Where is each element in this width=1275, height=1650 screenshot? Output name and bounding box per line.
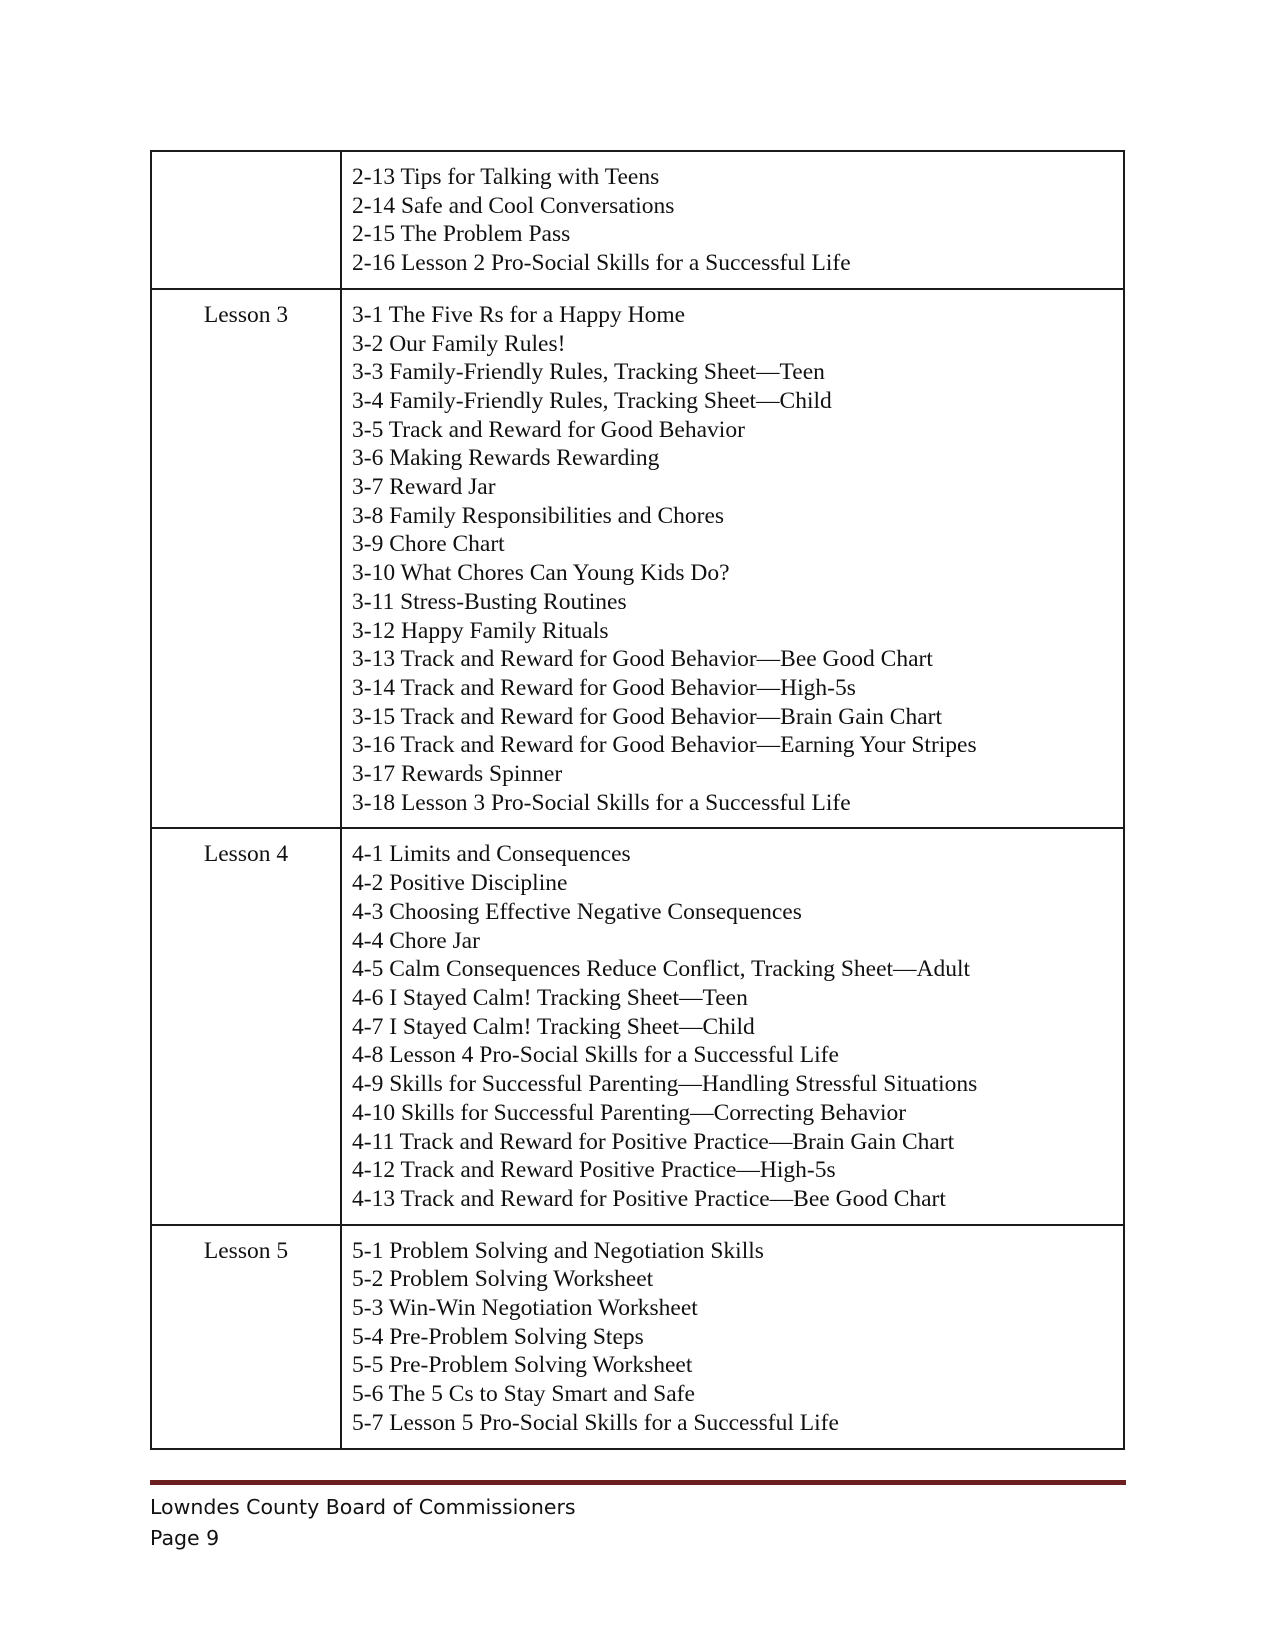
lesson-items-cell <box>341 151 1124 289</box>
footer-organization: Lowndes County Board of Commissioners <box>150 1495 576 1519</box>
list-item: 3-6 Making Rewards Rewarding <box>352 445 660 472</box>
list-item: 4-1 Limits and Consequences <box>352 841 631 868</box>
list-item: 2-13 Tips for Talking with Teens <box>352 164 660 190</box>
lesson-label-cell: Lesson 4 <box>151 828 341 1224</box>
page-footer <box>150 1492 576 1554</box>
list-item: 3-3 Family-Friendly Rules, Tracking Sheet—Teen <box>352 359 825 386</box>
list-item: 3-8 Family Responsibilities and Chores <box>352 502 725 529</box>
list-item: 3-10 What Chores Can Young Kids Do? <box>352 560 730 587</box>
list-item: 4-7 I Stayed Calm! Tracking Sheet—Child <box>352 1013 755 1040</box>
list-item: 4-10 Skills for Successful Parenting—Correcting Behavior <box>352 1099 907 1126</box>
lesson-label-cell: Lesson 5 <box>151 1225 341 1449</box>
list-item: 3-13 Track and Reward for Good Behavior—Bee Good Chart <box>352 646 933 673</box>
list-item: 4-9 Skills for Successful Parenting—Handling Stressful Situations <box>352 1071 978 1098</box>
lesson-label-cell <box>151 151 341 289</box>
list-item: 4-11 Track and Reward for Positive Practice—Brain Gain Chart <box>352 1128 955 1155</box>
lesson-label-cell: Lesson 3 <box>151 289 341 829</box>
list-item: 3-12 Happy Family Rituals <box>352 617 609 644</box>
list-item: 3-11 Stress-Busting Routines <box>352 588 627 615</box>
list-item: 4-6 I Stayed Calm! Tracking Sheet—Teen <box>352 984 748 1011</box>
list-item: 5-6 The 5 Cs to Stay Smart and Safe <box>352 1381 695 1408</box>
list-item: 4-5 Calm Consequences Reduce Conflict, Tracking Sheet—Adult <box>352 956 971 983</box>
lesson-items-cell <box>341 289 1124 829</box>
table-row <box>151 151 1124 289</box>
list-item: 2-15 The Problem Pass <box>352 221 571 248</box>
list-item: 3-4 Family-Friendly Rules, Tracking Sheet—Child <box>352 387 832 414</box>
list-item: 5-1 Problem Solving and Negotiation Skills <box>352 1237 764 1264</box>
list-item: 5-4 Pre-Problem Solving Steps <box>352 1323 644 1350</box>
list-item: 3-18 Lesson 3 Pro-Social Skills for a Successful Life <box>352 789 851 816</box>
list-item: 3-7 Reward Jar <box>352 474 496 501</box>
list-item: 5-2 Problem Solving Worksheet <box>352 1266 654 1293</box>
list-item: 4-13 Track and Reward for Positive Practice—Bee Good Chart <box>352 1185 946 1212</box>
list-item: 5-5 Pre-Problem Solving Worksheet <box>352 1352 693 1379</box>
table-row <box>151 289 1124 829</box>
list-item: 4-8 Lesson 4 Pro-Social Skills for a Successful Life <box>352 1042 839 1069</box>
table-row <box>151 1225 1124 1449</box>
list-item: 5-7 Lesson 5 Pro-Social Skills for a Successful Life <box>352 1409 839 1436</box>
footer-rule <box>150 1480 1126 1485</box>
list-item: 5-3 Win-Win Negotiation Worksheet <box>352 1295 698 1322</box>
list-item: 4-4 Chore Jar <box>352 927 480 954</box>
list-item: 2-14 Safe and Cool Conversations <box>352 192 675 219</box>
lesson-items-cell <box>341 828 1124 1224</box>
footer-page-number: Page 9 <box>150 1526 220 1550</box>
list-item: 3-14 Track and Reward for Good Behavior—High-5s <box>352 674 856 701</box>
list-item: 4-2 Positive Discipline <box>352 870 568 897</box>
list-item: 3-9 Chore Chart <box>352 531 505 558</box>
list-item: 3-5 Track and Reward for Good Behavior <box>352 416 745 443</box>
lesson-table <box>150 150 1125 1450</box>
list-item: 4-12 Track and Reward Positive Practice—High-5s <box>352 1157 836 1184</box>
list-item: 3-2 Our Family Rules! <box>352 330 566 357</box>
lesson-items-cell <box>341 1225 1124 1449</box>
list-item: 3-17 Rewards Spinner <box>352 761 563 788</box>
lesson-table-body <box>151 151 1124 1449</box>
table-row <box>151 828 1124 1224</box>
list-item: 2-16 Lesson 2 Pro-Social Skills for a Successful Life <box>352 250 851 277</box>
list-item: 3-1 The Five Rs for a Happy Home <box>352 301 686 328</box>
list-item: 4-3 Choosing Effective Negative Consequences <box>352 898 802 925</box>
list-item: 3-15 Track and Reward for Good Behavior—Brain Gain Chart <box>352 703 942 730</box>
list-item: 3-16 Track and Reward for Good Behavior—Earning Your Stripes <box>352 732 977 759</box>
